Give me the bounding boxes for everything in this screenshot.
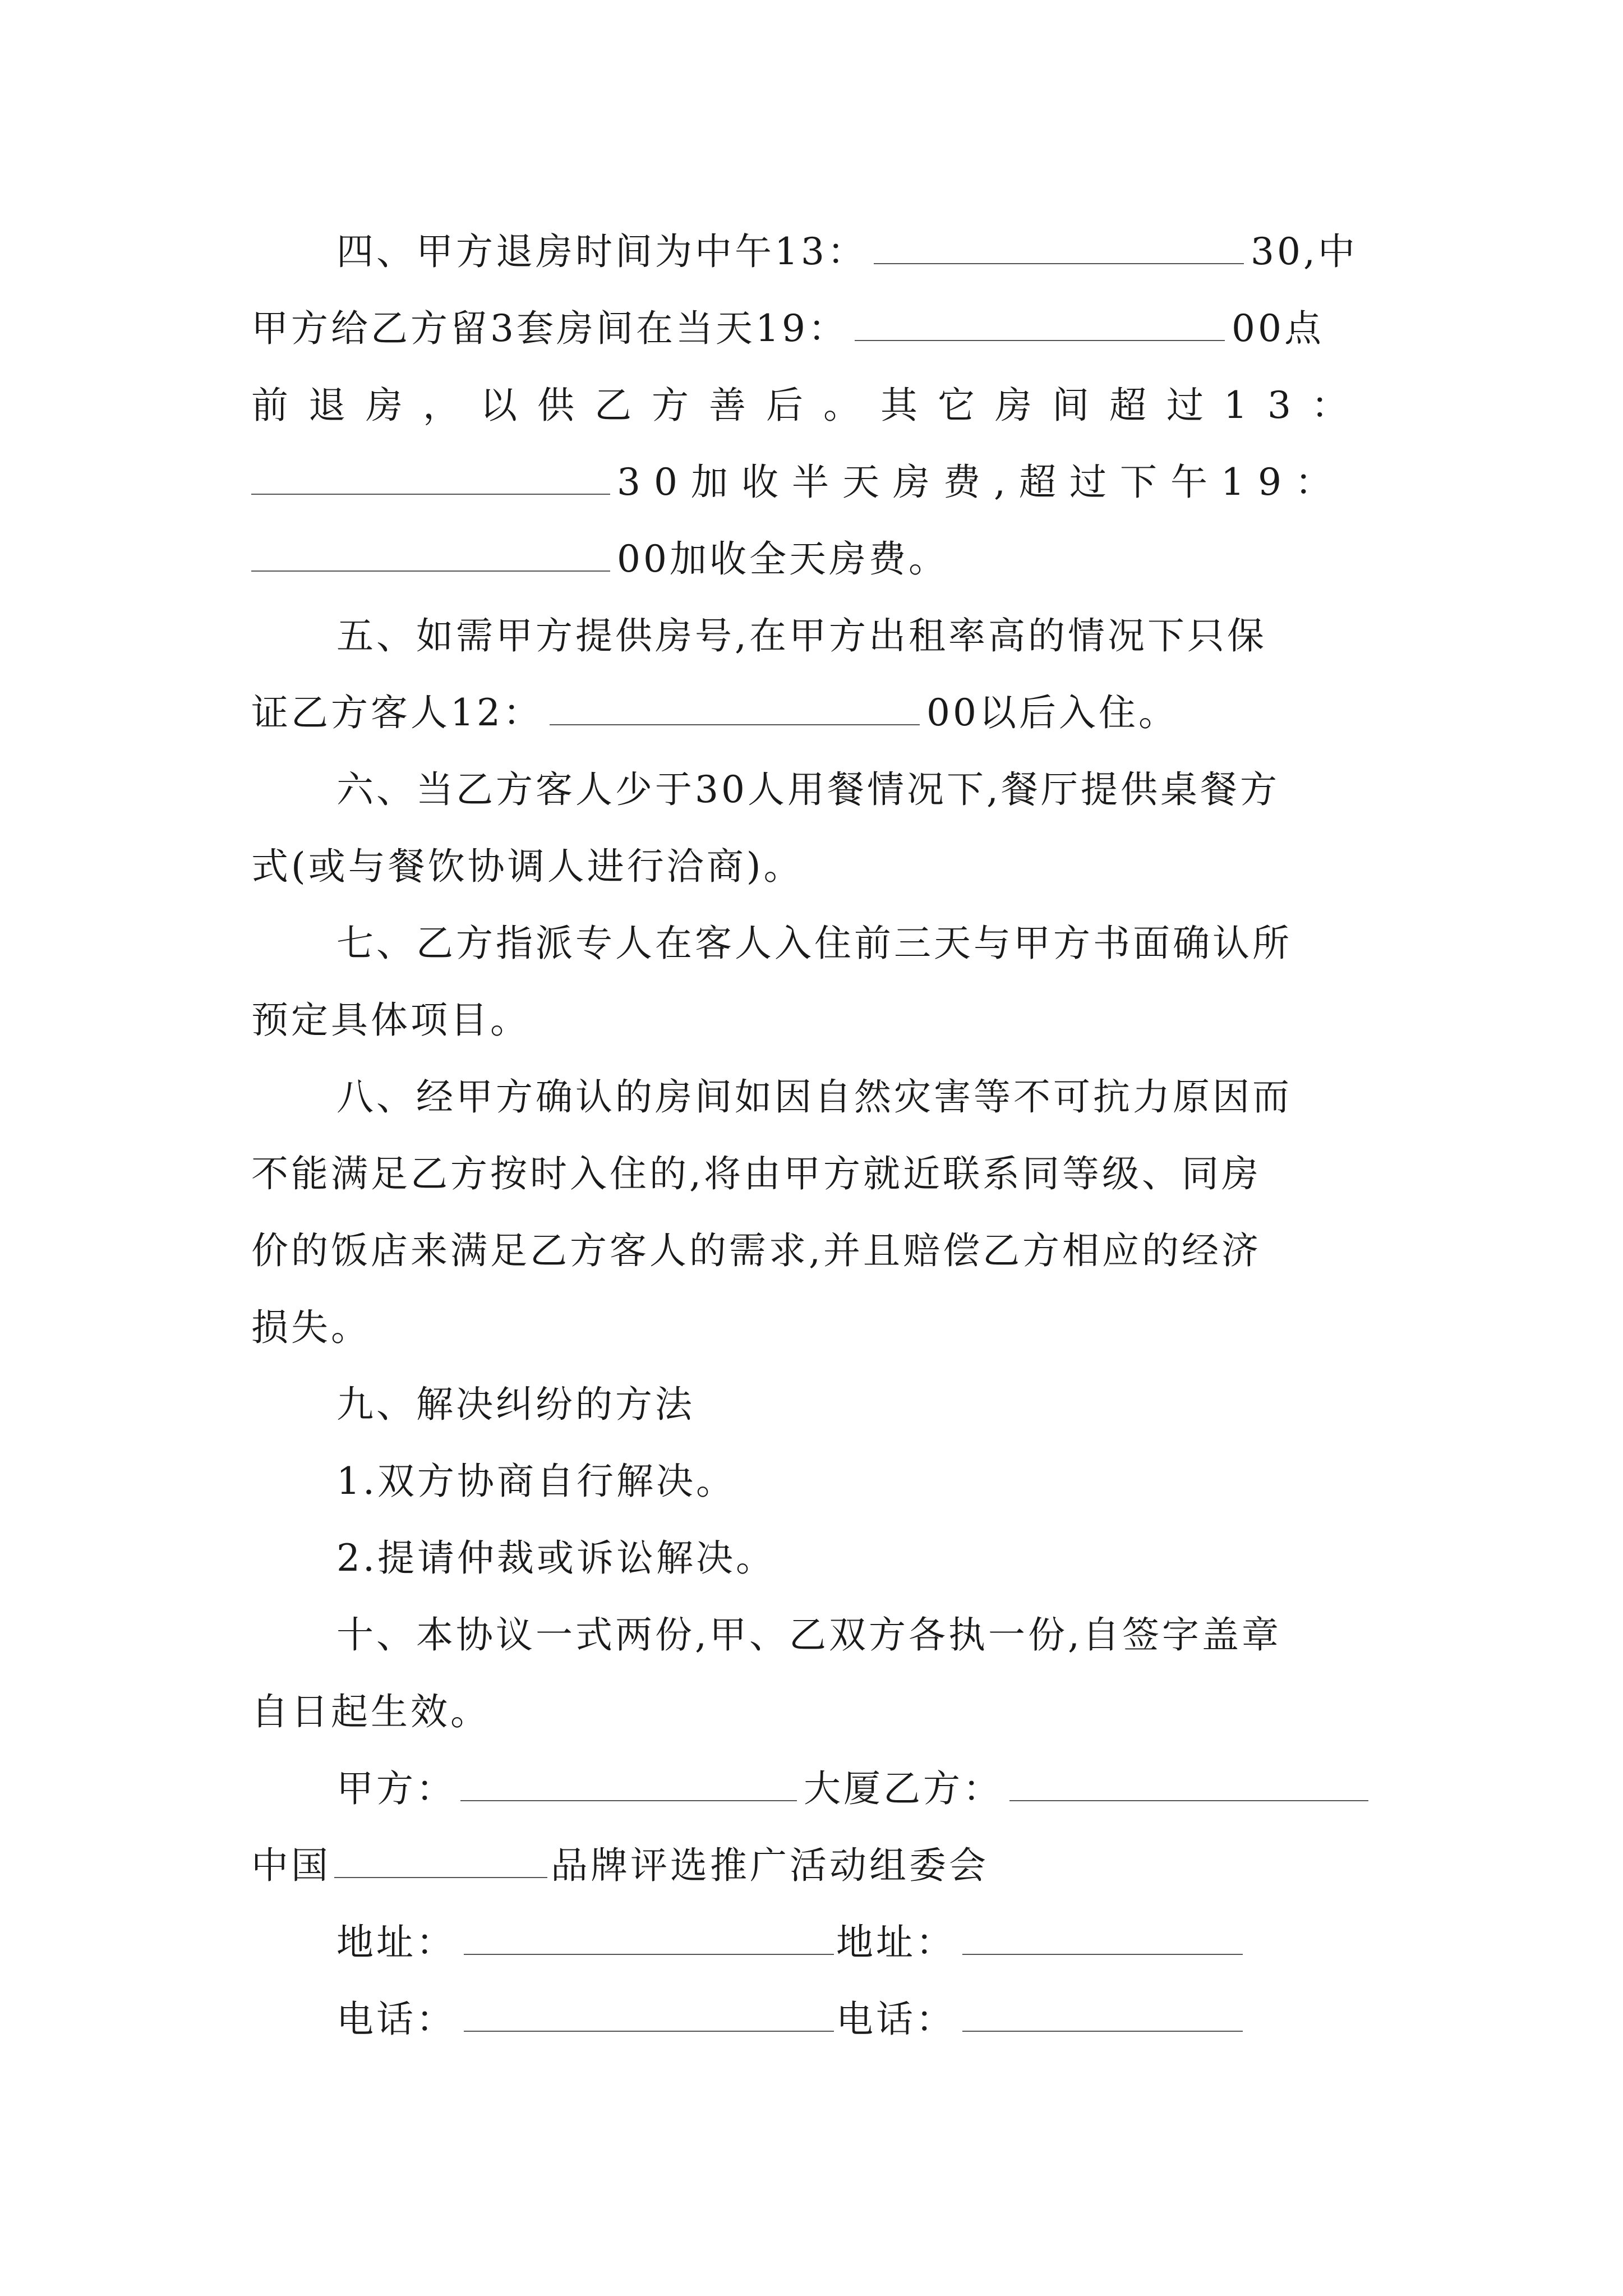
signature-address-line	[251, 1904, 1382, 1981]
clause-text: 00加收全天房费。	[617, 537, 948, 581]
clause-6-line-1	[251, 751, 1382, 828]
clause-6-line-2	[251, 828, 1382, 905]
address-label: 地址：	[836, 1921, 956, 1964]
fill-blank	[251, 537, 610, 572]
clause-text: 00点	[1231, 307, 1324, 350]
clause-text: 五、如需甲方提供房号,在甲方出租率高的情况下只保	[336, 614, 1267, 657]
phone-label: 电话：	[336, 1998, 456, 2041]
clause-8-line-2	[251, 1135, 1382, 1212]
fill-blank	[962, 1997, 1243, 2032]
fill-blank	[874, 229, 1244, 264]
clause-text: 四、甲方退房时间为中午13：	[336, 230, 867, 273]
clause-10-line-1	[251, 1596, 1382, 1673]
fill-blank	[464, 1997, 834, 2032]
clause-text: 损失。	[251, 1306, 371, 1349]
fill-blank	[962, 1920, 1243, 1955]
clause-text: 九、解决纠纷的方法	[336, 1383, 695, 1426]
clause-8-line-4	[251, 1289, 1382, 1366]
clause-text: 1.双方协商自行解决。	[336, 1460, 736, 1503]
clause-9-item-1	[251, 1443, 1382, 1520]
clause-text: 十、本协议一式两份,甲、乙双方各执一份,自签字盖章	[336, 1613, 1281, 1657]
organizer-prefix: 中国	[251, 1844, 331, 1887]
clause-text: 00以后入住。	[926, 691, 1178, 734]
clause-8-line-1	[251, 1059, 1382, 1135]
clause-text: 2.提请仲裁或诉讼解决。	[336, 1536, 776, 1580]
clause-text: 六、当乙方客人少于30人用餐情况下,餐厅提供桌餐方	[336, 768, 1280, 811]
party-a-label: 甲方：	[336, 1767, 456, 1810]
clause-10-line-2	[251, 1673, 1382, 1750]
clause-4-line-1	[251, 213, 1382, 290]
clause-text: 证乙方客人12：	[251, 691, 543, 734]
signature-organizer-line	[251, 1827, 1382, 1904]
clause-7-line-2	[251, 982, 1382, 1059]
phone-label: 电话：	[836, 1998, 956, 2041]
document-page	[251, 213, 1382, 2058]
clause-text: 自日起生效。	[251, 1690, 490, 1733]
fill-blank	[251, 460, 610, 495]
party-b-label: 大厦乙方：	[804, 1767, 1003, 1810]
fill-blank	[1009, 1766, 1368, 1801]
clause-9-title	[251, 1366, 1382, 1443]
clause-9-item-2	[251, 1520, 1382, 1596]
fill-blank	[550, 691, 920, 725]
fill-blank	[334, 1843, 547, 1878]
clause-text: 30加收半天房费,超过下午19：	[617, 461, 1345, 504]
fill-blank	[460, 1766, 797, 1801]
clause-4-line-3	[251, 367, 1382, 444]
clause-text: 甲方给乙方留3套房间在当天19：	[251, 307, 848, 350]
signature-party-line	[251, 1750, 1382, 1827]
clause-text: 不能满足乙方按时入住的,将由甲方就近联系同等级、同房	[251, 1152, 1261, 1195]
clause-text: 七、乙方指派专人在客人入住前三天与甲方书面确认所	[336, 922, 1292, 965]
fill-blank	[855, 306, 1225, 341]
clause-text: 八、经甲方确认的房间如因自然灾害等不可抗力原因而	[336, 1075, 1292, 1119]
clause-text: 式(或与餐饮协调人进行洽商)。	[251, 845, 804, 888]
clause-4-line-2	[251, 290, 1382, 367]
organizer-name: 品牌评选推广活动组委会	[551, 1844, 989, 1887]
clause-text: 前退房，以供乙方善后。其它房间超过13：	[251, 384, 1368, 427]
clause-4-line-5	[251, 521, 1382, 597]
fill-blank	[464, 1920, 834, 1955]
signature-phone-line	[251, 1981, 1382, 2058]
clause-5-line-2	[251, 674, 1382, 751]
clause-8-line-3	[251, 1212, 1382, 1289]
clause-7-line-1	[251, 905, 1382, 982]
clause-text: 价的饭店来满足乙方客人的需求,并且赔偿乙方相应的经济	[251, 1229, 1261, 1272]
clause-text: 预定具体项目。	[251, 999, 530, 1042]
clause-4-line-4	[251, 444, 1382, 521]
address-label: 地址：	[336, 1921, 456, 1964]
clause-5-line-1	[251, 597, 1382, 674]
clause-text: 30,中	[1250, 230, 1358, 273]
